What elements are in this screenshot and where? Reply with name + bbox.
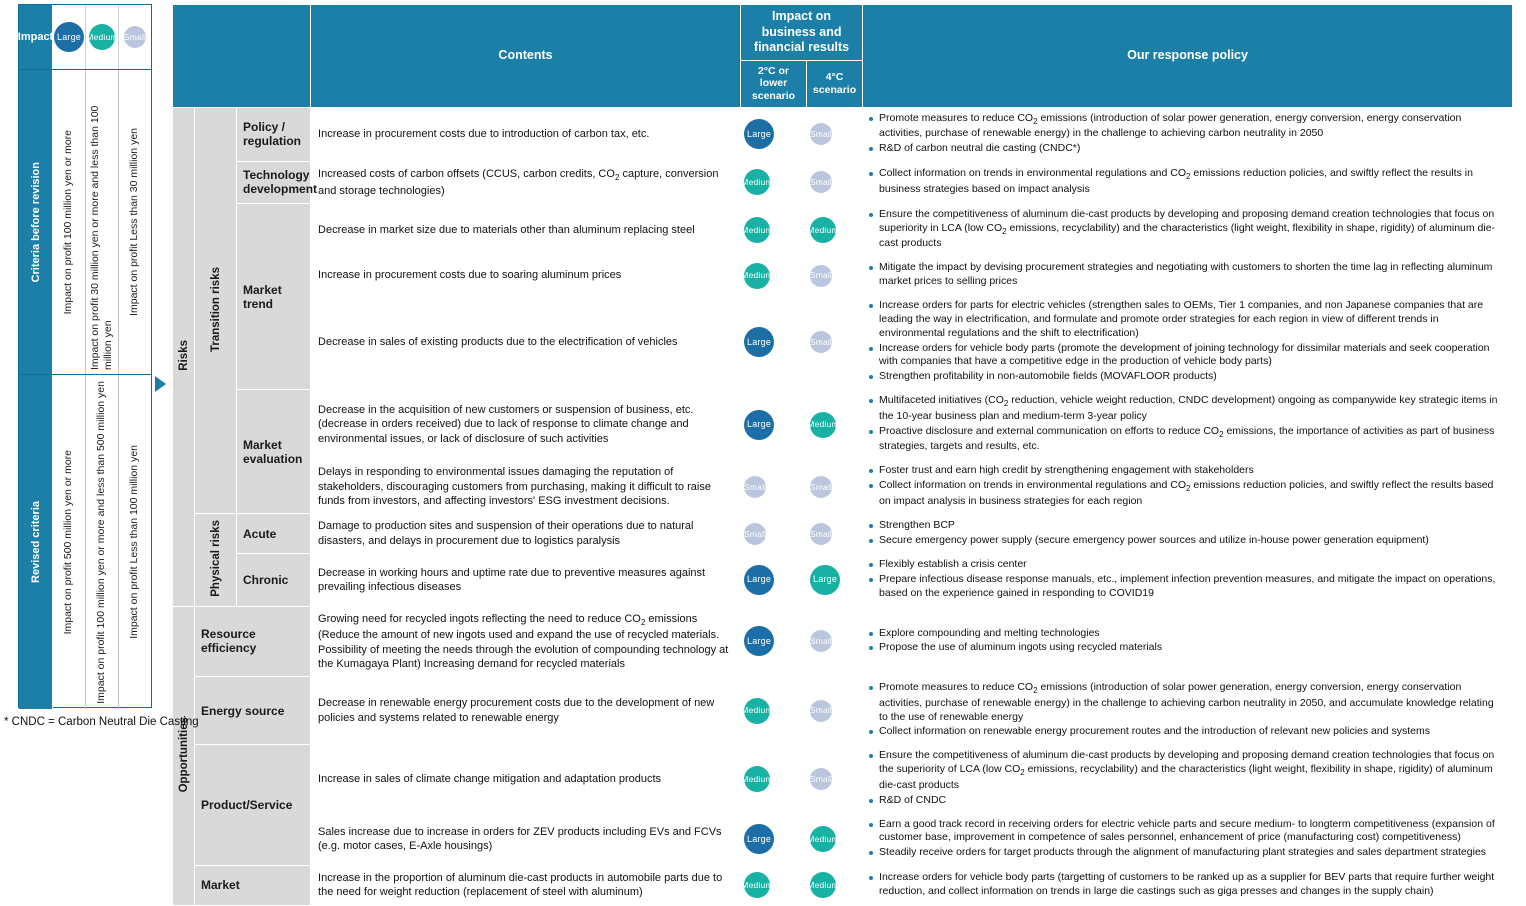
topic-energy-source: Energy source <box>195 677 311 745</box>
policy-item: Proactive disclosure and external communication on efforts to reduce $CO_2$ emissions, the importance of activities as part of business strategies, targets and results, etc. <box>868 425 1505 455</box>
impact-4c-cell <box>807 514 863 554</box>
impact-2c-cell <box>741 813 807 866</box>
bubble-large-icon: Large <box>744 824 774 854</box>
impact-2c-cell <box>741 107 807 161</box>
legend-revised-criteria-cells <box>53 375 151 709</box>
impact-4c-cell <box>807 554 863 607</box>
header-scenario-4c: 4°C scenario <box>807 60 863 107</box>
legend-bubble-medium-cell <box>86 5 119 69</box>
policy-item: Strengthen BCP <box>868 519 1505 533</box>
group-transition-risks: Transition risks <box>195 107 237 514</box>
legend-cell: Impact on profit 100 million yen or more <box>53 70 86 374</box>
policy-item: Prepare infectious disease response manuals, etc., implement infection prevention measures, and mitigate the impact on operations, based on the experience gained in responding to COVID19 <box>868 573 1505 601</box>
impact-4c-cell <box>807 813 863 866</box>
contents-cell: Decrease in the acquisition of new customers or suspension of business, etc. (decrease in orders received) due to lack of response to climate change and environmental issues, or lack of disclosure of such activities <box>311 390 741 460</box>
policy-cell <box>863 554 1513 607</box>
legend-bubble-small-cell <box>119 5 151 69</box>
bubble-small-icon: Small <box>744 523 766 545</box>
topic-acute: Acute <box>237 514 311 554</box>
bubble-large-icon: Large <box>744 119 774 149</box>
impact-4c-cell <box>807 745 863 813</box>
topic-technology-development: Technology development <box>237 162 311 204</box>
contents-cell: Increase in sales of climate change mitigation and adaptation products <box>311 745 741 813</box>
bubble-medium-icon: Medium <box>744 872 770 898</box>
impact-2c-cell <box>741 606 807 676</box>
impact-2c-cell <box>741 203 807 256</box>
contents-cell: Decrease in working hours and uptime rate due to preventive measures against prevailing infectious diseases <box>311 554 741 607</box>
impact-4c-cell <box>807 294 863 389</box>
legend-cell: Impact on profit 30 million yen or more and less than 100 million yen <box>86 70 119 374</box>
contents-cell: Increased costs of carbon offsets (CCUS, carbon credits, $CO_2$ capture, conversion and storage technologies) <box>311 162 741 204</box>
contents-cell: Growing need for recycled ingots reflecting the need to reduce $CO_2$ emissions (Reduce the amount of new ingots used and expand the use of recycled materials. Possibility of meeting the needs through the evolution of compounding technology at the Kumagaya Plant) Increasing demand for recycled materials <box>311 606 741 676</box>
bubble-large-icon: Large <box>54 22 84 52</box>
impact-legend <box>18 4 152 708</box>
policy-item: Mitigate the impact by devising procurement strategies and negotiating with customers to shorten the time lag in reflecting aluminum market prices to selling prices <box>868 261 1505 289</box>
policy-cell <box>863 813 1513 866</box>
policy-item: Strengthen profitability in non-automobile fields (MOVAFLOOR products) <box>868 370 1505 384</box>
topic-chronic: Chronic <box>237 554 311 607</box>
impact-4c-cell <box>807 162 863 204</box>
policy-cell <box>863 162 1513 204</box>
contents-cell: Delays in responding to environmental issues damaging the reputation of stakeholders, discouraging customers from purchasing, making it difficult to raise funds from investors, and affecting investors' ESG investment decisions. <box>311 460 741 514</box>
policy-item: Increase orders for parts for electric vehicles (strengthen sales to OEMs, Tier 1 companies, and non Japanese companies that are leading the way in electrification, and formulate and promote order strategies for each region in view of different trends in environmental regulations and the shift to electrification) <box>868 299 1505 341</box>
category-risks: Risks <box>173 107 195 606</box>
legend-criteria-before-cells <box>53 70 151 374</box>
policy-cell <box>863 294 1513 389</box>
bubble-small-icon: Small <box>810 123 832 145</box>
legend-cell: Impact on profit Less than 30 million yen <box>128 128 141 316</box>
policy-cell <box>863 606 1513 676</box>
policy-item: Multifaceted initiatives ($CO_2$ reduction, vehicle weight reduction, CNDC development) ongoing as companywide key strategic items in the 10-year business plan and medium-term 3-year policy <box>868 394 1505 424</box>
impact-4c-cell <box>807 460 863 514</box>
bubble-medium-icon: Medium <box>744 169 770 195</box>
legend-revised-criteria-header <box>19 375 53 709</box>
policy-item: Earn a good track record in receiving orders for electric vehicle parts and secure medium- to longterm competitiveness (expansion of customer base, improvement in competence of sales personnel, enhancement of price (manufacturing cost) competitiveness) <box>868 818 1505 846</box>
contents-cell: Damage to production sites and suspension of their operations due to natural disasters, and delays in procurement due to logistics paralysis <box>311 514 741 554</box>
policy-cell <box>863 745 1513 813</box>
arrow-right-icon <box>155 376 166 392</box>
policy-cell <box>863 107 1513 161</box>
policy-item: Collect information on trends in environmental regulations and $CO_2$ emissions reduction policies, and swiftly reflect the results in business strategies based on impact analysis <box>868 167 1505 197</box>
bubble-large-icon: Large <box>810 565 840 595</box>
legend-revised-criteria-label: Revised criteria <box>29 501 42 583</box>
topic-policy-regulation: Policy / regulation <box>237 107 311 161</box>
impact-2c-cell <box>741 390 807 460</box>
bubble-small-icon: Small <box>810 331 832 353</box>
impact-2c-cell <box>741 514 807 554</box>
header-scenario-2c: 2°C or lower scenario <box>741 60 807 107</box>
contents-cell: Increase in the proportion of aluminum die-cast products in automobile parts due to the need for weight reduction (replacement of steel with aluminum) <box>311 866 741 906</box>
topic-resource-efficiency: Resource efficiency <box>195 606 311 676</box>
impact-4c-cell <box>807 390 863 460</box>
contents-cell: Sales increase due to increase in orders for ZEV products including EVs and FCVs (e.g. motor cases, E-Axle housings) <box>311 813 741 866</box>
footnote-cndc: * CNDC = Carbon Neutral Die Casting <box>4 716 199 728</box>
policy-item: R&D of CNDC <box>868 794 1505 808</box>
bubble-medium-icon: Medium <box>89 24 115 50</box>
bubble-medium-icon: Medium <box>744 263 770 289</box>
policy-item: Explore compounding and melting technologies <box>868 627 1505 641</box>
impact-4c-cell <box>807 866 863 906</box>
header-impact-group: Impact on business and financial results <box>741 5 863 61</box>
contents-cell: Increase in procurement costs due to introduction of carbon tax, etc. <box>311 107 741 161</box>
bubble-small-icon: Small <box>124 26 146 48</box>
legend-cell: Impact on profit 500 million yen or more <box>53 375 86 709</box>
legend-impact-header-label: Impact <box>17 31 54 43</box>
legend-bubble-large-cell <box>53 5 86 69</box>
policy-item: Ensure the competitiveness of aluminum die-cast products by developing and proposing demand creation technologies that focus on the superiority of LCA (low $CO_2$ emissions, recyclability) and the characteristics (light weight, flexibility in shape, rigidity) of aluminum die-cast products <box>868 749 1505 792</box>
impact-4c-cell <box>807 107 863 161</box>
topic-product-service: Product/Service <box>195 745 311 866</box>
policy-item: Promote measures to reduce $CO_2$ emissions (introduction of solar power generation, energy conversion, energy conservation activities, purchase of renewable energy) in the challenge to achieving carbon neutrality in 2050 <box>868 112 1505 142</box>
policy-item: Increase orders for vehicle body parts (targetting of customers to be ranked up as a supplier for BEV parts that require further weight reduction, and collect information on trends in large die castings such as giga presses and changes in the supply chain) <box>868 871 1505 899</box>
impact-2c-cell <box>741 460 807 514</box>
group-physical-risks: Physical risks <box>195 514 237 606</box>
bubble-large-icon: Large <box>744 327 774 357</box>
policy-item: Secure emergency power supply (secure emergency power sources and utilize in-house power generation equipment) <box>868 534 1505 548</box>
bubble-small-icon: Small <box>744 476 766 498</box>
policy-cell <box>863 390 1513 460</box>
header-blank-corner <box>173 5 311 108</box>
policy-item: Collect information on renewable energy procurement routes and the introduction of relevant new policies and systems <box>868 725 1505 739</box>
contents-cell: Decrease in market size due to materials other than aluminum replacing steel <box>311 203 741 256</box>
bubble-medium-icon: Medium <box>810 412 836 438</box>
bubble-large-icon: Large <box>744 626 774 656</box>
policy-item: Ensure the competitiveness of aluminum die-cast products by developing and proposing demand creation technologies that focus on superiority in LCA (low $CO_2$ emissions, recyclability) and the characteristics (light weight, flexibility in shape, rigidity) of aluminum die-cast products <box>868 208 1505 251</box>
legend-criteria-before-label: Criteria before revision <box>29 161 42 283</box>
impact-4c-cell <box>807 606 863 676</box>
header-contents: Contents <box>311 5 741 108</box>
impact-4c-cell <box>807 257 863 295</box>
category-opportunities: Opportunities <box>173 606 195 905</box>
policy-cell <box>863 866 1513 906</box>
bubble-large-icon: Large <box>744 565 774 595</box>
bubble-medium-icon: Medium <box>810 217 836 243</box>
bubble-medium-icon: Medium <box>744 698 770 724</box>
policy-item: Collect information on trends in environmental regulations and $CO_2$ emissions reduction policies, and swiftly reflect the results based on impact analysis in business strategies for each region <box>868 479 1505 509</box>
contents-cell: Increase in procurement costs due to soaring aluminum prices <box>311 257 741 295</box>
legend-cell: Impact on profit Less than 100 million yen <box>128 445 141 639</box>
policy-item: Propose the use of aluminum ingots using recycled materials <box>868 641 1505 655</box>
topic-market-evaluation: Market evaluation <box>237 390 311 514</box>
contents-cell: Decrease in renewable energy procurement costs due to the development of new policies and systems related to renewable energy <box>311 677 741 745</box>
policy-item: Steadily receive orders for target products through the alignment of manufacturing plant strategies and sales department strategies <box>868 846 1505 860</box>
header-response-policy: Our response policy <box>863 5 1513 108</box>
impact-2c-cell <box>741 554 807 607</box>
policy-item: R&D of carbon neutral die casting (CNDC*) <box>868 142 1505 156</box>
bubble-medium-icon: Medium <box>810 826 836 852</box>
bubble-small-icon: Small <box>810 768 832 790</box>
topic-market: Market <box>195 866 311 906</box>
policy-cell <box>863 203 1513 256</box>
policy-item: Foster trust and earn high credit by strengthening engagement with stakeholders <box>868 464 1505 478</box>
bubble-medium-icon: Medium <box>744 766 770 792</box>
policy-item: Promote measures to reduce $CO_2$ emissions (introduction of solar power generation, energy conversion, energy conservation activities, purchase of renewable energy) in the challenge to achieving carbon neutrality in 2050, and accumulate knowledge relating to the use of renewable energy <box>868 681 1505 724</box>
bubble-medium-icon: Medium <box>810 872 836 898</box>
impact-4c-cell <box>807 677 863 745</box>
bubble-small-icon: Small <box>810 700 832 722</box>
impact-2c-cell <box>741 866 807 906</box>
contents-cell: Decrease in sales of existing products due to the electrification of vehicles <box>311 294 741 389</box>
risk-opportunity-table <box>172 4 1512 906</box>
bubble-large-icon: Large <box>744 410 774 440</box>
policy-item: Flexibly establish a crisis center <box>868 558 1505 572</box>
legend-criteria-before-header <box>19 70 53 374</box>
impact-2c-cell <box>741 294 807 389</box>
policy-cell <box>863 460 1513 514</box>
impact-2c-cell <box>741 745 807 813</box>
bubble-small-icon: Small <box>810 476 832 498</box>
impact-4c-cell <box>807 203 863 256</box>
bubble-medium-icon: Medium <box>744 217 770 243</box>
legend-impact-header <box>19 5 53 69</box>
impact-2c-cell <box>741 257 807 295</box>
bubble-small-icon: Small <box>810 265 832 287</box>
policy-cell <box>863 257 1513 295</box>
bubble-small-icon: Small <box>810 523 832 545</box>
impact-2c-cell <box>741 677 807 745</box>
legend-cell: Impact on profit 100 million yen or more and less than 500 million yen <box>86 375 119 709</box>
policy-item: Increase orders for vehicle body parts (promote the development of joining technology for dissimilar materials and seek cooperation with companies that have a competitive edge in the production of vehicle body parts) <box>868 342 1505 370</box>
impact-2c-cell <box>741 162 807 204</box>
topic-market-trend: Market trend <box>237 203 311 389</box>
bubble-small-icon: Small <box>810 171 832 193</box>
bubble-small-icon: Small <box>810 630 832 652</box>
legend-bubble-row <box>53 5 151 69</box>
policy-cell <box>863 677 1513 745</box>
policy-cell <box>863 514 1513 554</box>
